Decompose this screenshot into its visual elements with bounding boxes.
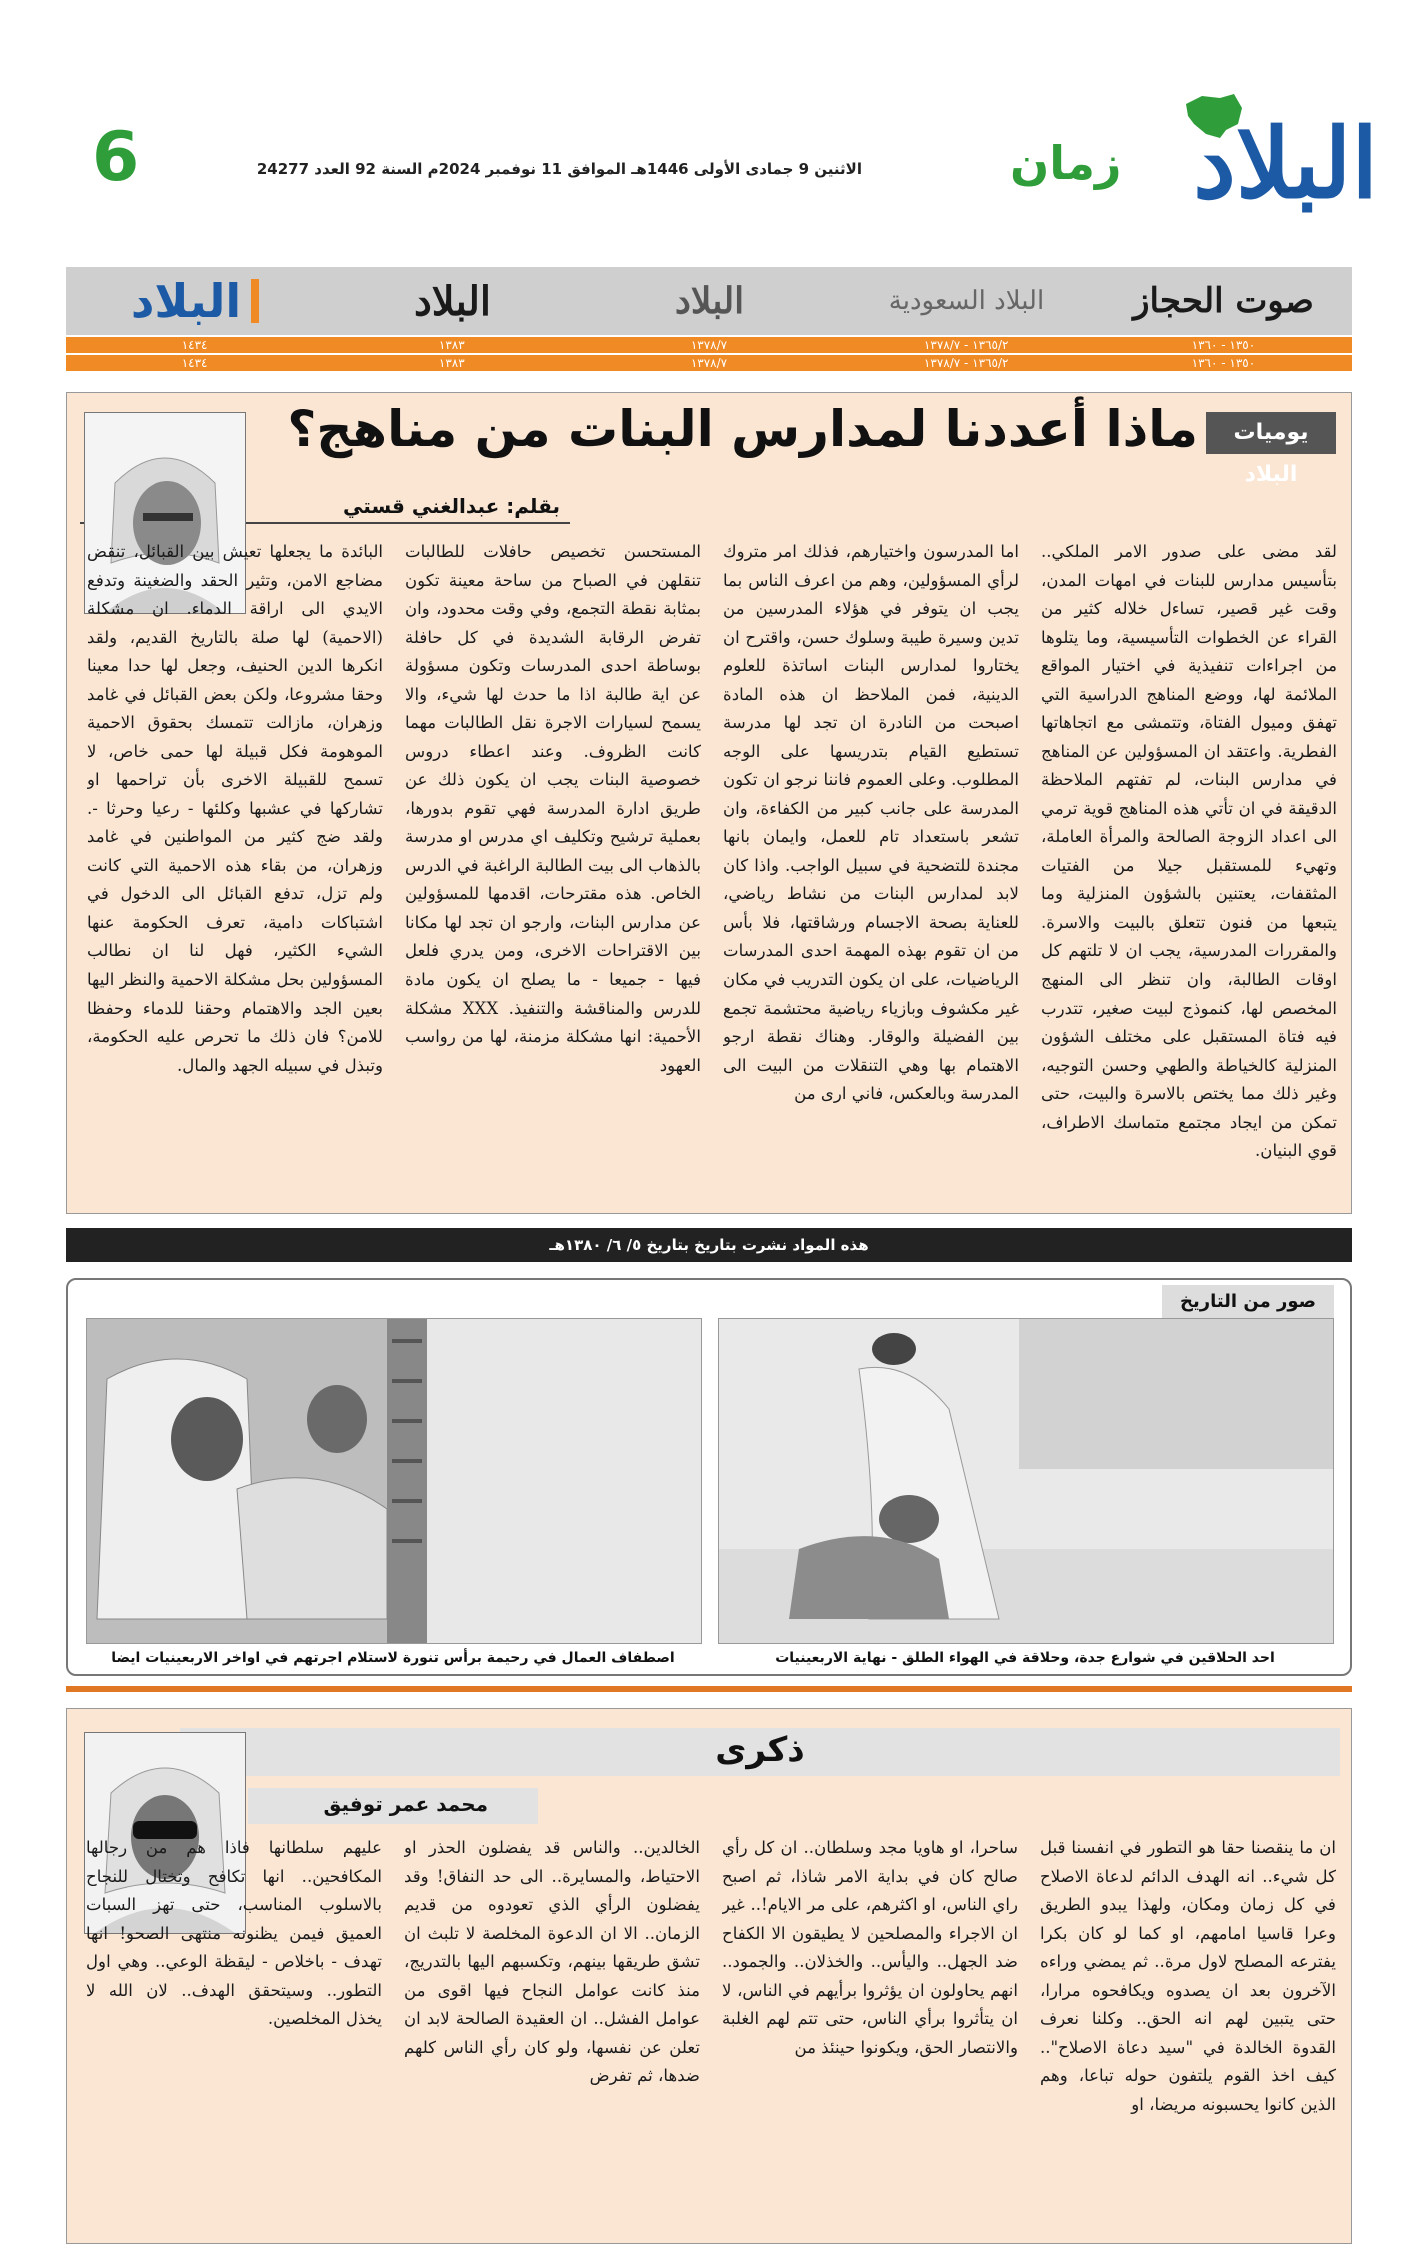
dateline: الاثنين 9 جمادى الأولى 1446هـ الموافق 11 نوفمبر 2024م السنة 92 العدد 24277 xyxy=(256,160,862,178)
barber-photo[interactable] xyxy=(718,1318,1334,1644)
masthead-albilad-2: البلاد xyxy=(413,277,492,325)
logo-wordmark: البلاد xyxy=(1193,107,1378,220)
memory-column-1: ان ما ينقصنا حقا هو التطور في انفسنا قبل كل شيء.. انه الهدف الدائم لدعاة الاصلاح في كل زمان ومكان، ولهذا يبدو الطريق وعرا قاسيا امامهم، او كما لو كان بكرا يفترعه المصلح لاول مرة.. ثم يمضي وراءه الآخرون بعد ان يصدوه ويكافحوه مرارا، حتى يتبين لهم انه الحق.. وكلنا نعرف القدوة الخالدة في "سيد دعاة الاصلاح".. كيف اخذ القوم يلتفون حوله تباعا، وهم الذين كانوا يحسبونه مريضا، او xyxy=(1040,1838,1336,2114)
newspaper-logo[interactable] xyxy=(1128,90,1378,230)
photo-caption-right: احد الحلاقين في شوارع جدة، وحلاقة في الهواء الطلق - نهاية الاربعينيات xyxy=(775,1650,1275,1666)
article-column-3: المستحسن تخصيص حافلات للطالبات تنقلهن في الصباح من ساحة معينة تكون بمثابة نقطة التجمع، وفي وقت محدود، وان تفرض الرقابة الشديدة في كل حافلة بوساطة احدى المدرسات وتكون مسؤولة عن اية طالبة اذا ما حدث لها شيء، والا يسمح لسيارات الاجرة نقل الطالبات مهما كانت الظروف. وعند اعطاء دروس خصوصية البنات يجب ان يكون ذلك عن طريق ادارة المدرسة فهي تقوم بدورها، بعملية ترشيح وتكليف اي مدرس او مدرسة بالذهاب الى بيت الطالبة الراغبة في الدرس الخاص. هذه مقترحات، اقدمها للمسؤولين عن مدارس البنات، وارجو ان تجد لها مكانا بين الاقتراحات الاخرى، ومن يدري فلعل فيها - جميعا - ما يصلح ان يكون مادة للدرس والمناقشة والتنفيذ. XXX مشكلة الأحمية: انها مشكلة مزمنة، لها من رواسب العهود xyxy=(405,542,701,1075)
section-divider xyxy=(66,1686,1352,1692)
article-column-4: البائدة ما يجعلها تعيش بين القبائل، تنقض مضاجع الامن، وتثير الحقد والضغينة وتدفع الايدي الى اراقة الدماء. ان مشكلة (الاحمية) لها صلة بالتاريخ القديم، ولقد انكرها الدين الحنيف، وجعل لها حدا معينا وحقا مشروعا، ولكن بعض القبائل في غامد وزهران، مازالت تتمسك بحقوق الاحمية الموهومة فكل قبيلة لها حمى خاص، لا تسمح للقبيلة الاخرى بأن تراحمها او تشاركها في عشبها وكلئها - رعيا وحرثا -. ولقد ضج كثير من المواطنين في غامد وزهران، من بقاء هذه الاحمية التي كانت ولم تزل، تدفع القبائل الى الدخول في اشتباكات دامية، تعرف الحكومة عنها الشيء الكثير، فهل لنا ان نطالب المسؤولين بحل مشكلة الاحمية والنظر اليها بعين الجد والاهتمام وحقنا للدماء وحفظا للامن؟ فان ذلك ما تحرص عليه الحكومة، وتبذل في سبيله الجهد والمال. xyxy=(87,542,383,1075)
article-headline[interactable]: ماذا أعددنا لمدارس البنات من مناهج؟ xyxy=(287,400,1198,458)
memory-column-2: ساحرا، او هاويا مجد وسلطان.. ان كل رأي صالح كان في بداية الامر شاذا، ثم اصبح راي الناس، او اكثرهم، على مر الايام!.. غير ان الاجراء والمصلحين لا يطيقون الا الكفاح ضد الجهل.. واليأس.. والخذلان.. والجمود.. انهم يحاولون ان يؤثروا برأيهم في الناس، لا ان يتأثروا برأي الناس، حتى تتم لهم الغلبة والانتصار الحق، ويكونوا حينئذ من xyxy=(722,1838,1018,2057)
memory-title[interactable]: ذكرى xyxy=(715,1730,805,1770)
page-number: 6 xyxy=(92,118,140,197)
memory-column-4: عليهم سلطانها فاذا هم من رجالها المكافحين.. انها تكافح وتختال للنجاح بالاسلوب المناسب، حتى تهز السبات العميق فيمن يظنونه منتهى الصحو! انها تهدف - باخلاص - ليقظة الوعي.. وهي اول التطور.. وسيتحقق الهدف.. لان الله لا يخذل المخلصين. xyxy=(86,1838,382,2029)
workers-photo[interactable] xyxy=(86,1318,702,1644)
masthead-albilad-3: البلاد xyxy=(66,267,324,335)
article-byline: بقلم: عبدالغني قستي xyxy=(343,494,560,518)
photo-caption-left: اصطفاف العمال في رحيمة برأس تنورة لاستلام اجرتهم في اواخر الاربعينيات ايضا xyxy=(111,1650,675,1666)
masthead-history-banner xyxy=(66,267,1352,335)
article-column-2: اما المدرسون واختيارهم، فذلك امر متروك لرأي المسؤولين، وهم من اعرف الناس بما يجب ان يتوفر في هؤلاء المدرسين من تدين وسيرة طيبة وسلوك حسن، واقترح ان يختاروا لمدارس البنات اساتذة للعلوم الدينية، فمن الملاحظ ان هذه المادة اصبحت من النادرة ان تجد لها مدرسة تستطيع القيام بتدريسها على الوجه المطلوب. وعلى العموم فاننا نرجو ان تكون المدرسة على جانب كبير من الكفاءة، وان تشعر باستعداد تام للعمل، وايمان بانها مجندة للتضحية في سبيل الواجب. واذا كان لابد لمدارس البنات من نشاط رياضي، للعناية بصحة الاجسام ورشاقتها، فلا بأس من ان تقوم بهذه المهمة احدى المدرسات الرياضيات، على ان يكون التدريب في مكان غير مكشوف وبازياء رياضية محتشمة تجمع بين الفضيلة والوقار. وهناك نقطة ارجو الاهتمام بها وهي التنقلات من البيت الى المدرسة وبالعكس، فاني ارى من xyxy=(723,542,1019,1104)
column-kicker: يوميات البلاد xyxy=(1206,412,1336,454)
masthead-sawt-alhijaz: صوت الحجاز xyxy=(1133,281,1314,321)
workers-photo-image xyxy=(87,1319,701,1643)
masthead-albilad-1: البلاد xyxy=(674,280,745,322)
barber-photo-image xyxy=(719,1319,1333,1643)
publication-note: هذه المواد نشرت بتاريخ بتاريخ ٥/ ٦/ ١٣٨٠هـ xyxy=(66,1228,1352,1262)
photos-section-label: صور من التاريخ xyxy=(1162,1285,1334,1319)
section-title: زمان xyxy=(1010,136,1122,190)
masthead-stripe xyxy=(251,279,259,323)
years-row-2: ١٣٥٠ - ١٣٦٠ ١٣٦٥/٢ - ١٣٧٨/٧ ١٣٧٨/٧ ١٣٨٣ ١٤٣٤ xyxy=(66,355,1352,371)
years-row-1: ١٣٥٠ - ١٣٦٠ ١٣٦٥/٢ - ١٣٧٨/٧ ١٣٧٨/٧ ١٣٨٣ ١٤٣٤ xyxy=(66,337,1352,353)
memory-byline: محمد عمر توفيق xyxy=(323,1792,488,1816)
article-column-1: لقد مضى على صدور الامر الملكي.. بتأسيس مدارس للبنات في امهات المدن، وقت غير قصير، تساءل خلاله كثير من القراء عن الخطوات التأسيسية، وما يتلوها من اجراءات تنفيذية في اختيار المواقع الملائمة لها، ووضع المناهج الدراسية التي تهفق وميول الفتاة، وتتمشى مع اتجاهاتها الفطرية. واعتقد ان المسؤولين عن المناهج في مدارس البنات، لم تفتهم الملاحظة الدقيقة في ان تأتي هذه المناهج قوية ترمي الى اعداد الزوجة الصالحة والمرأة العاملة، وتهيء للمستقبل جيلا من الفتيات المثقفات، يعتنين بالشؤون المنزلية وما يتبعها من فنون تتعلق بالبيت والاسرة. والمقررات المدرسية، يجب ان لا تلتهم كل اوقات الطالبة، وان تنظر الى المنهج المخصص لها، كنموذج لبيت صغير، تتدرب فيه فتاة المستقبل على مختلف الشؤون المنزلية كالخياطة والطهي وحسن التوجيه، وغير ذلك مما يختص بالاسرة والبيت، حتى تمكن من ايجاد مجتمع متماسك الاطراف، قوي البنيان. xyxy=(1041,542,1337,1161)
memory-column-3: الخالدين.. والناس قد يفضلون الحذر او الاحتياط، والمسايرة.. الى حد النفاق! وقد يفضلون الرأي الذي تعودوه من قديم الزمان.. الا ان الدعوة المخلصة لا تلبث ان تشق طريقها بينهم، وتكسبهم اليها بالتدريج، منذ كانت عوامل النجاح فيها اقوى من عوامل الفشل.. ان العقيدة الصالحة لابد ان تعلن عن نفسها، ولو كان رأي الناس كلهم ضدها، ثم تفرض xyxy=(404,1838,700,2086)
masthead-albilad-alsaudia: البلاد السعودية xyxy=(888,286,1045,316)
